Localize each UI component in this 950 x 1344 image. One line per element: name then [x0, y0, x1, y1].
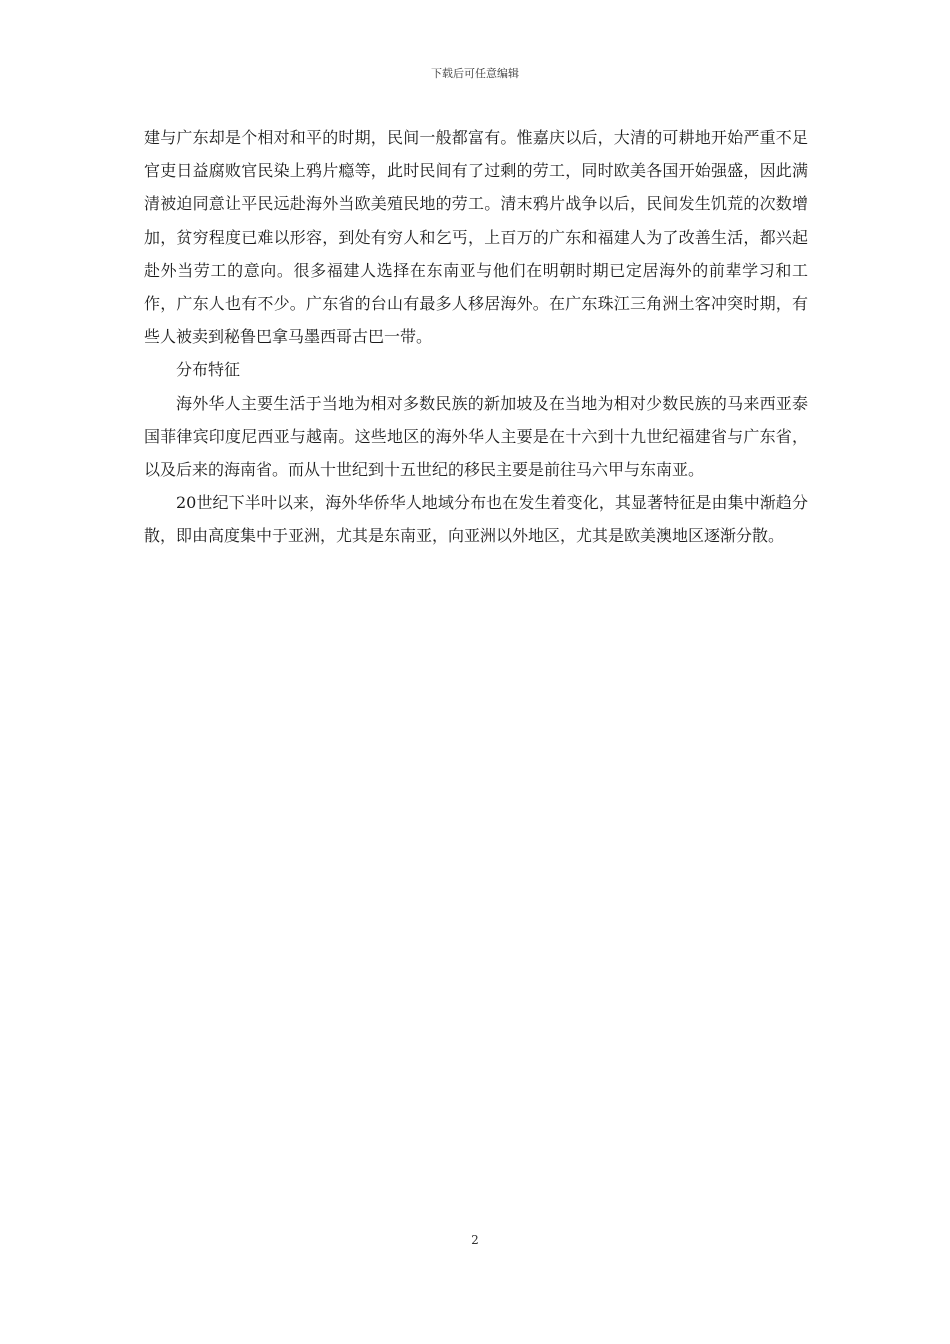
paragraph: 海外华人主要生活于当地为相对多数民族的新加坡及在当地为相对少数民族的马来西亚泰国菲律宾印度尼西亚与越南。这些地区的海外华人主要是在十六到十九世纪福建省与广东省，以及后来的海南省。而从十世纪到十五世纪的移民主要是前往马六甲与东南亚。 — [144, 393, 808, 480]
paragraph: 20世纪下半叶以来，海外华侨华人地域分布也在发生着变化，其显著特征是由集中渐趋分散，即由高度集中于亚洲，尤其是东南亚，向亚洲以外地区，尤其是欧美澳地区逐渐分散。 — [144, 493, 808, 546]
page-number: 2 — [471, 1233, 479, 1247]
section-heading: 分布特征 — [176, 360, 241, 380]
body-text — [144, 121, 808, 553]
paragraph-continued: 建与广东却是个相对和平的时期，民间一般都富有。惟嘉庆以后，大清的可耕地开始严重不足官吏日益腐败官民染上鸦片瘾等，此时民间有了过剩的劳工，同时欧美各国开始强盛，因此满清被迫同意让平民远赴海外当欧美殖民地的劳工。清末鸦片战争以后，民间发生饥荒的次数增加，贫穷程度已难以形容，到处有穷人和乞丐，上百万的广东和福建人为了改善生活，都兴起赴外当劳工的意向。很多福建人选择在东南亚与他们在明朝时期已定居海外的前辈学习和工作，广东人也有不少。广东省的台山有最多人移居海外。在广东珠江三角洲土客冲突时期，有些人被卖到秘鲁巴拿马墨西哥古巴一带。 — [144, 128, 808, 347]
page-header: 下载后可任意编辑 — [431, 67, 519, 80]
